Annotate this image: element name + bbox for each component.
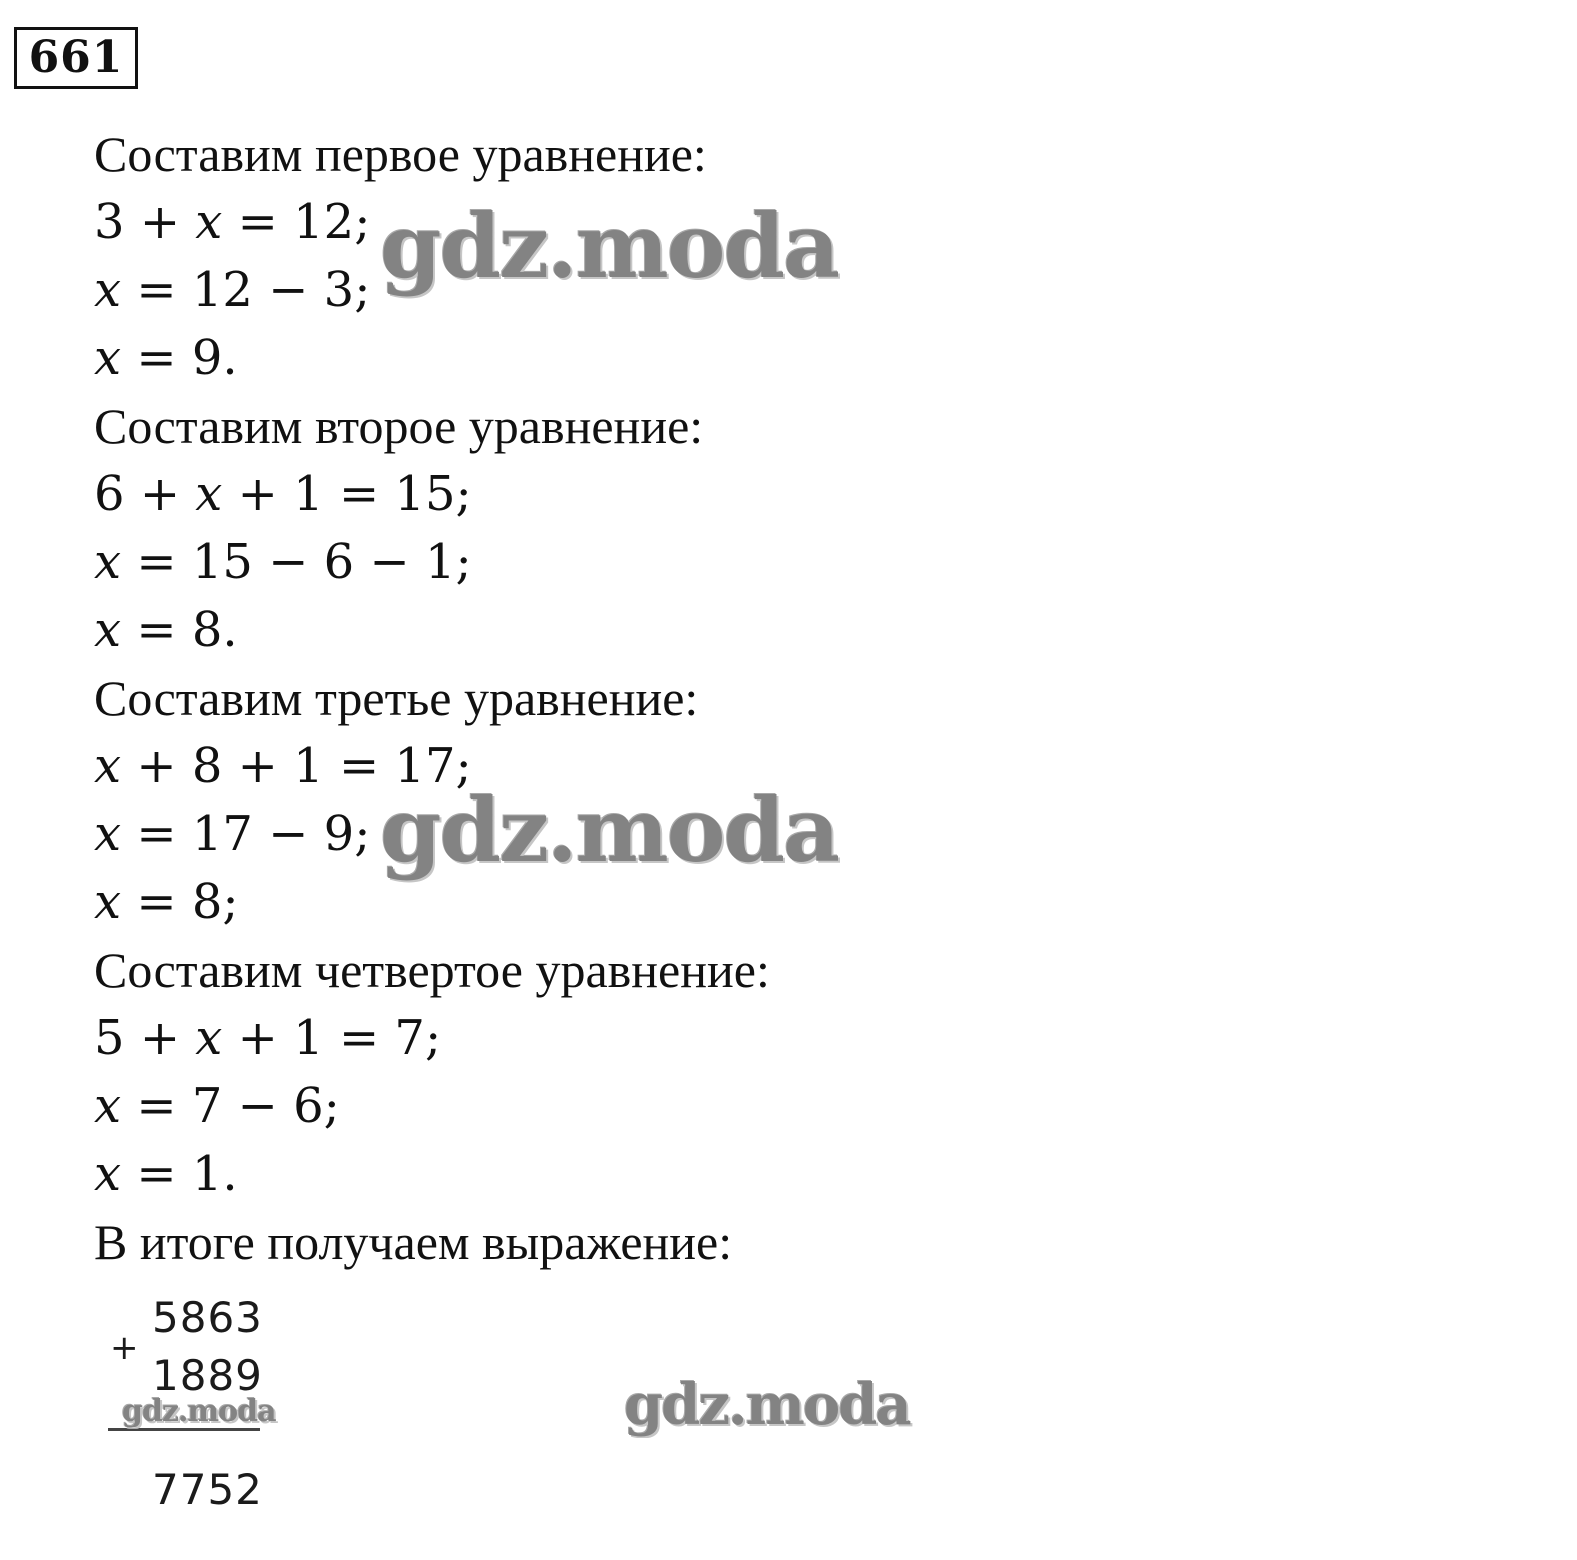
text-line: Составим четвертое уравнение: <box>94 942 770 998</box>
watermark: gdz.moda <box>380 194 839 298</box>
equation-line: x = 8; <box>94 874 239 930</box>
addend-2: 1889 <box>152 1351 263 1400</box>
text-line: В итоге получаем выражение: <box>94 1214 733 1270</box>
equation-line: 5 + x + 1 = 7; <box>94 1010 442 1066</box>
plus-sign: + <box>110 1328 139 1368</box>
equation-line: x = 15 − 6 − 1; <box>94 534 472 590</box>
equation-line: x = 7 − 6; <box>94 1078 340 1134</box>
addend-1: 5863 <box>152 1293 263 1342</box>
text-line: Составим первое уравнение: <box>94 126 707 182</box>
equation-line: 6 + x + 1 = 15; <box>94 466 472 522</box>
equation-line: x = 12 − 3; <box>94 262 371 318</box>
watermark: gdz.moda <box>380 778 839 882</box>
equation-line: x = 8. <box>94 602 238 658</box>
equation-line: x = 17 − 9; <box>94 806 371 862</box>
watermark: gdz.moda <box>624 1372 910 1438</box>
equation-line: x + 8 + 1 = 17; <box>94 738 472 794</box>
equation-line: x = 9. <box>94 330 238 386</box>
sum-result: 7752 <box>152 1465 263 1514</box>
text-line: Составим третье уравнение: <box>94 670 699 726</box>
equation-line: 3 + x = 12; <box>94 194 371 250</box>
task-number: 661 <box>14 27 138 89</box>
text-line: Составим второе уравнение: <box>94 398 704 454</box>
watermark: gdz.moda <box>122 1394 276 1429</box>
equation-line: x = 1. <box>94 1146 238 1202</box>
